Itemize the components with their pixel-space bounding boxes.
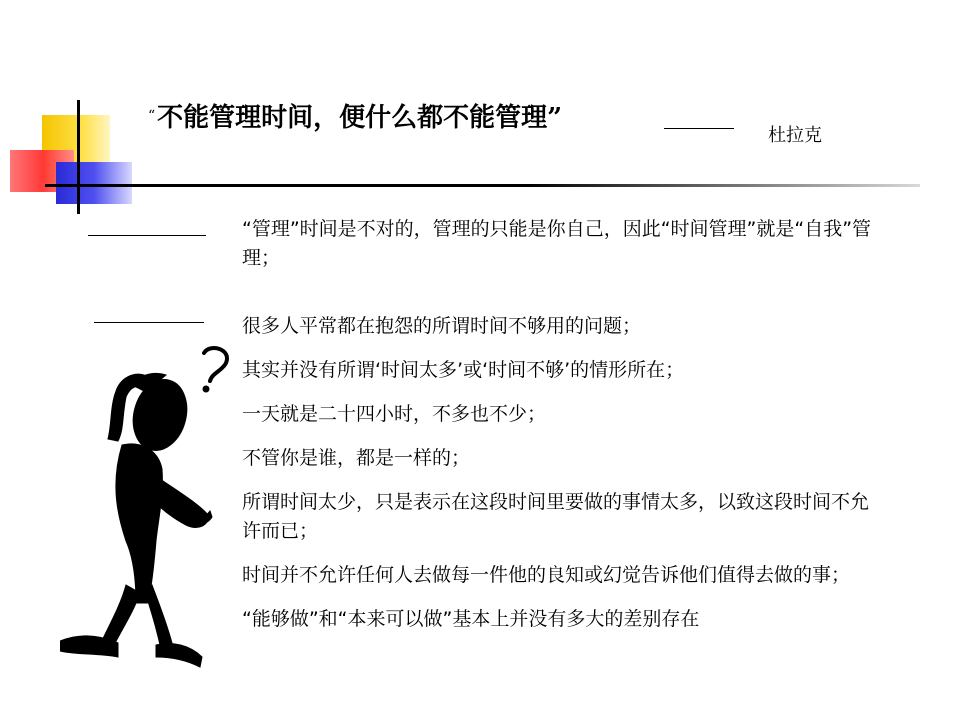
title-dash-line bbox=[664, 128, 734, 129]
list-item: 其实并没有所谓‘时间太多’或‘时间不够’的情形所在； bbox=[242, 359, 685, 381]
left-blank-line-1 bbox=[88, 235, 206, 236]
quote-author: 杜拉克 bbox=[768, 125, 822, 146]
list-item: 一天就是二十四小时，不多也不少； bbox=[242, 403, 547, 425]
list-item: 不管你是谁，都是一样的； bbox=[242, 447, 471, 469]
slide-title bbox=[148, 97, 562, 134]
decor-vertical-line bbox=[77, 100, 80, 214]
title-open-quote: “ bbox=[148, 108, 156, 124]
list-item: “能够做”和“本来可以做”基本上并没有多大的差别存在 bbox=[242, 608, 700, 630]
title-text: 不能管理时间，便什么都不能管理” bbox=[157, 103, 563, 133]
thinking-person-icon bbox=[60, 345, 230, 675]
intro-paragraph: “管理”时间是不对的，管理的只能是你自己，因此“时间管理”就是“自我”管理； bbox=[242, 218, 872, 269]
list-item: 所谓时间太少，只是表示在这段时间里要做的事情太多，以致这段时间不允许而已； bbox=[242, 491, 870, 542]
decor-blue-bar bbox=[56, 162, 132, 204]
left-blank-line-2 bbox=[94, 322, 204, 323]
list-item: 时间并不允许任何人去做每一件他的良知或幻觉告诉他们值得去做的事； bbox=[242, 564, 851, 586]
question-mark-icon bbox=[204, 348, 227, 381]
points-list bbox=[242, 312, 872, 649]
decor-horizontal-rule bbox=[45, 184, 920, 187]
list-item: 很多人平常都在抱怨的所谓时间不够用的问题； bbox=[242, 315, 642, 337]
